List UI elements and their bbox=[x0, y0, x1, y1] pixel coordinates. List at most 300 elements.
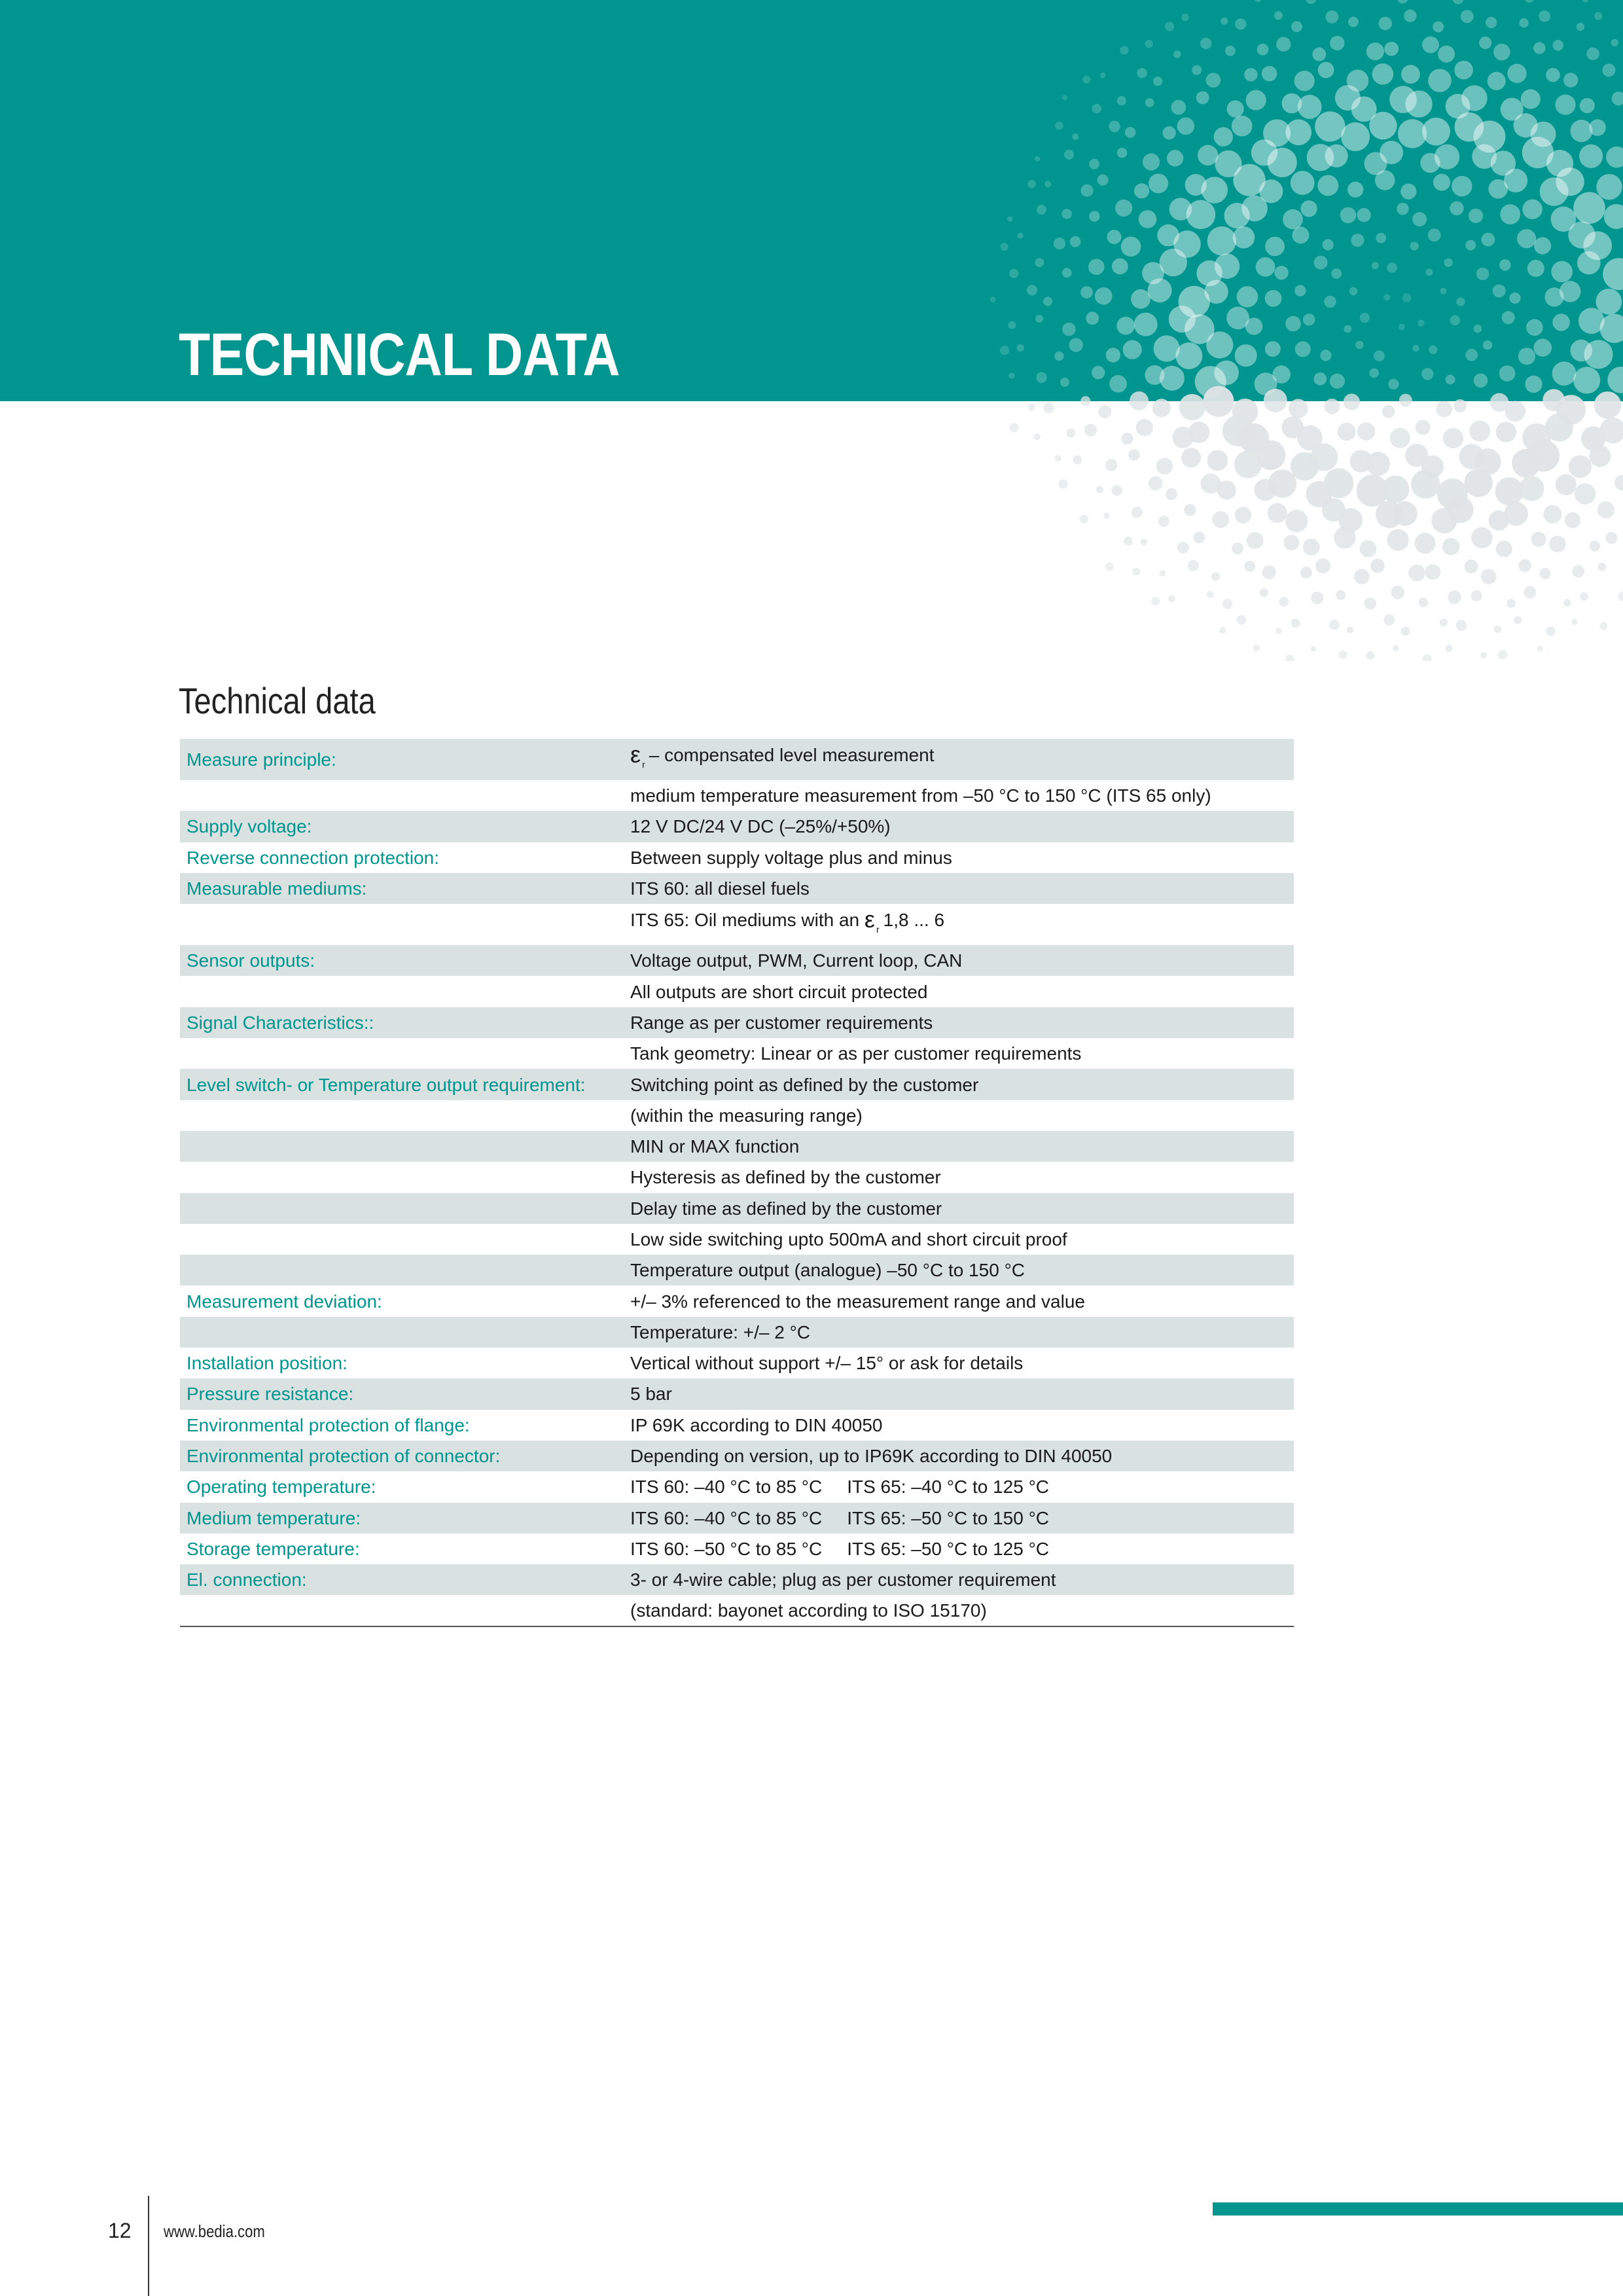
decor-dot bbox=[1493, 626, 1501, 634]
spec-label: Supply voltage: bbox=[180, 811, 625, 842]
spec-label: Measurable mediums: bbox=[180, 873, 625, 904]
decor-dot bbox=[1132, 507, 1143, 518]
decor-dot bbox=[1334, 527, 1355, 548]
decor-dot bbox=[1465, 469, 1493, 497]
table-row bbox=[180, 1007, 1294, 1038]
header-band bbox=[0, 0, 1623, 401]
spec-value-text: Tank geometry: Linear or as per customer requirements bbox=[630, 1043, 1082, 1064]
decor-dot bbox=[1518, 559, 1531, 572]
decor-dot bbox=[1067, 429, 1076, 438]
decor-dot bbox=[1597, 501, 1614, 518]
table-row bbox=[180, 1069, 1294, 1100]
spec-label: Measurement deviation: bbox=[187, 1291, 382, 1312]
spec-value-text: ITS 60: –40 °C to 85 °C bbox=[630, 1507, 823, 1528]
decor-dot bbox=[1141, 539, 1147, 545]
spec-label bbox=[180, 780, 625, 811]
decor-dot bbox=[1010, 423, 1019, 432]
decor-dot bbox=[1098, 405, 1111, 418]
decor-dot bbox=[1262, 565, 1276, 579]
decor-dot bbox=[1151, 597, 1160, 606]
spec-value bbox=[625, 1285, 1294, 1316]
spec-value-text: ITS 65: –50 °C to 150 °C bbox=[847, 1507, 1049, 1528]
decor-dot bbox=[1357, 422, 1375, 440]
decor-dot bbox=[1194, 531, 1205, 543]
decor-dot bbox=[1310, 444, 1338, 471]
decor-dot bbox=[1364, 598, 1377, 610]
decor-dot bbox=[1311, 592, 1323, 604]
spec-value bbox=[625, 1100, 1294, 1131]
spec-value bbox=[625, 739, 1294, 780]
decor-dot bbox=[1188, 422, 1210, 443]
decor-dot bbox=[1370, 559, 1385, 573]
spec-label bbox=[180, 1038, 625, 1069]
table-row bbox=[180, 1224, 1294, 1255]
decor-dot bbox=[1275, 628, 1282, 634]
decor-dot bbox=[1336, 590, 1346, 600]
decor-dot bbox=[1311, 646, 1317, 652]
decor-dot bbox=[1253, 645, 1260, 652]
decor-dot bbox=[1219, 627, 1226, 634]
decor-dot bbox=[1514, 616, 1522, 624]
footer-divider bbox=[148, 2196, 149, 2296]
decor-dot bbox=[1152, 399, 1171, 417]
spec-value-text: Vertical without support +/– 15° or ask for details bbox=[630, 1353, 1024, 1374]
spec-value bbox=[625, 1193, 1294, 1224]
decor-dot bbox=[1442, 538, 1459, 555]
decor-dot bbox=[1329, 620, 1340, 630]
decor-dot bbox=[1421, 456, 1444, 478]
decor-dot bbox=[1606, 532, 1618, 544]
decor-dot bbox=[1084, 424, 1097, 437]
decor-dot bbox=[1575, 484, 1596, 505]
spec-value bbox=[625, 1441, 1294, 1471]
decor-dot bbox=[1489, 511, 1509, 531]
spec-value bbox=[625, 1503, 1294, 1534]
decor-dot bbox=[1338, 508, 1363, 532]
decor-dot bbox=[1448, 590, 1461, 604]
decor-dot bbox=[1563, 599, 1571, 606]
decor-dot bbox=[1232, 399, 1258, 425]
decor-dot bbox=[1285, 655, 1294, 661]
table-row bbox=[180, 1534, 1294, 1564]
table-row bbox=[180, 1317, 1294, 1348]
decor-dot bbox=[1285, 510, 1308, 532]
decor-dot bbox=[1425, 564, 1441, 580]
table-row bbox=[180, 1038, 1294, 1069]
spec-value-text: Between supply voltage plus and minus bbox=[630, 847, 952, 868]
decor-dot bbox=[1234, 451, 1262, 478]
decor-dot bbox=[1222, 415, 1254, 446]
footer-accent-bar bbox=[1213, 2202, 1623, 2215]
decor-dot bbox=[1481, 569, 1497, 584]
spec-value bbox=[625, 976, 1294, 1007]
decor-dot bbox=[1387, 529, 1409, 550]
decor-dot bbox=[1112, 485, 1122, 495]
decor-dot bbox=[1354, 569, 1370, 584]
spec-value-text: Temperature: +/– 2 °C bbox=[630, 1321, 810, 1342]
decor-dot bbox=[1300, 567, 1312, 579]
decor-dot bbox=[1376, 501, 1403, 528]
decor-dot bbox=[1239, 423, 1269, 454]
decor-dot bbox=[1556, 474, 1577, 495]
table-row bbox=[180, 842, 1294, 873]
spec-value-text: Voltage output, PWM, Current loop, CAN bbox=[630, 950, 963, 971]
spec-label bbox=[180, 1224, 625, 1255]
spec-value bbox=[625, 1534, 1294, 1564]
decor-dot bbox=[1366, 452, 1390, 476]
decor-dot bbox=[1580, 592, 1588, 601]
decor-dot bbox=[1569, 456, 1592, 478]
decor-dot bbox=[1055, 455, 1061, 461]
spec-label bbox=[180, 1193, 625, 1224]
decor-dot bbox=[1436, 401, 1452, 418]
spec-value bbox=[625, 1595, 1294, 1626]
decor-dot bbox=[1211, 572, 1220, 581]
decor-dot bbox=[1244, 561, 1255, 572]
table-row bbox=[180, 1441, 1294, 1471]
spec-value bbox=[625, 873, 1294, 904]
table-row bbox=[180, 1348, 1294, 1378]
decor-dot bbox=[1416, 420, 1431, 435]
spec-value-text: MIN or MAX function bbox=[630, 1136, 800, 1157]
spec-value-text: +/– 3% referenced to the measurement range and value bbox=[630, 1291, 1085, 1312]
spec-value-text: All outputs are short circuit protected bbox=[630, 981, 928, 1002]
decor-dot bbox=[1614, 475, 1623, 491]
decor-dot bbox=[1507, 599, 1516, 608]
spec-value bbox=[625, 945, 1294, 976]
decor-dot bbox=[1291, 619, 1300, 628]
decor-dot bbox=[1247, 532, 1264, 549]
spec-value-text: 12 V DC/24 V DC (–25%/+50%) bbox=[630, 816, 891, 837]
table-row bbox=[180, 1471, 1294, 1502]
section-title: Technical data bbox=[179, 680, 376, 721]
table-row bbox=[180, 780, 1294, 811]
decor-dot bbox=[1172, 427, 1194, 448]
spec-value bbox=[625, 1348, 1294, 1378]
decor-dot bbox=[1128, 449, 1139, 460]
decor-dot bbox=[1437, 478, 1468, 509]
spec-label bbox=[180, 1100, 625, 1131]
spec-value-text: medium temperature measurement from –50 °C to 150 °C (ITS 65 only) bbox=[630, 785, 1211, 806]
spec-value-text: ITS 65: –50 °C to 125 °C bbox=[847, 1538, 1049, 1559]
spec-value-text: ITS 60: –50 °C to 85 °C bbox=[630, 1538, 823, 1559]
spec-value bbox=[625, 1131, 1294, 1162]
spec-label: Level switch- or Temperature output requirement: bbox=[180, 1069, 625, 1100]
spec-value-text: IP 69K according to DIN 40050 bbox=[630, 1414, 883, 1435]
decor-dot bbox=[1177, 542, 1189, 554]
spec-value bbox=[625, 1038, 1294, 1069]
table-row bbox=[180, 811, 1294, 842]
spec-value-text: ITS 65: –40 °C to 125 °C bbox=[847, 1477, 1049, 1498]
spec-value-text: Low side switching upto 500mA and short circuit proof bbox=[630, 1229, 1067, 1249]
epsilon-subscript: r bbox=[876, 924, 880, 935]
decor-dot bbox=[1423, 655, 1432, 661]
decor-dot bbox=[1028, 404, 1035, 411]
decor-dot bbox=[1303, 539, 1320, 556]
page-title: TECHNICAL DATA bbox=[179, 321, 620, 388]
table-row bbox=[180, 1100, 1294, 1131]
table-row bbox=[180, 1193, 1294, 1224]
spec-label: Signal Characteristics:: bbox=[180, 1007, 625, 1038]
decor-dot bbox=[1159, 570, 1166, 577]
decor-dot bbox=[1207, 450, 1228, 471]
table-row bbox=[180, 1595, 1294, 1626]
decor-dot bbox=[1590, 541, 1601, 552]
table-row bbox=[180, 904, 1294, 945]
decor-dot bbox=[1383, 615, 1395, 626]
table-row bbox=[180, 1162, 1294, 1193]
decor-dot bbox=[1222, 599, 1233, 609]
spec-label bbox=[180, 1162, 625, 1193]
decor-dot bbox=[1105, 459, 1118, 471]
decor-dot bbox=[1168, 595, 1175, 602]
spec-value bbox=[625, 780, 1294, 811]
spec-value bbox=[625, 1410, 1294, 1441]
decor-dot bbox=[1382, 405, 1395, 418]
decor-dot bbox=[1034, 433, 1041, 440]
decor-dot bbox=[1284, 535, 1300, 550]
spec-value bbox=[625, 1317, 1294, 1348]
spec-label: El. connection: bbox=[180, 1564, 625, 1595]
decor-dot bbox=[1415, 533, 1436, 554]
spec-value bbox=[625, 1378, 1294, 1409]
decor-dot bbox=[1495, 477, 1524, 505]
spec-label bbox=[180, 976, 625, 1007]
decor-dot bbox=[1357, 475, 1389, 507]
decor-dot bbox=[1201, 473, 1221, 493]
decor-dot bbox=[1096, 486, 1103, 493]
decor-dot bbox=[1366, 651, 1374, 660]
table-row bbox=[180, 873, 1294, 904]
decor-dot bbox=[1306, 481, 1332, 507]
decor-dot bbox=[1471, 527, 1493, 548]
spec-value-text: – compensated level measurement bbox=[649, 745, 935, 765]
decor-dot bbox=[1136, 419, 1153, 436]
spec-label: Sensor outputs: bbox=[180, 945, 625, 976]
decor-dot bbox=[1469, 421, 1490, 442]
spec-value-text: Temperature output (analogue) –50 °C to 150 °C bbox=[630, 1260, 1025, 1281]
spec-value-text: 5 bar bbox=[630, 1384, 672, 1405]
spec-value-text: ITS 60: all diesel fuels bbox=[630, 878, 810, 899]
table-row bbox=[180, 1378, 1294, 1409]
spec-value-text: Depending on version, up to IP69K according to DIN 40050 bbox=[630, 1446, 1113, 1467]
decor-dot bbox=[1496, 541, 1512, 557]
spec-label: Environmental protection of connector: bbox=[180, 1441, 625, 1471]
spec-value-text: Delay time as defined by the customer bbox=[630, 1198, 942, 1219]
decor-dot bbox=[1571, 619, 1577, 625]
spec-label: Operating temperature: bbox=[187, 1477, 376, 1498]
spec-value-text: Hysteresis as defined by the customer bbox=[630, 1167, 941, 1188]
decor-dot bbox=[1105, 562, 1114, 571]
decor-dot bbox=[1121, 433, 1133, 444]
decor-dot bbox=[1166, 488, 1177, 500]
decor-dot bbox=[1124, 537, 1133, 546]
decor-dot bbox=[1322, 498, 1346, 522]
decor-dot bbox=[1447, 497, 1473, 523]
spec-value bbox=[625, 1564, 1294, 1595]
table-row bbox=[180, 1285, 1294, 1316]
spec-value bbox=[625, 842, 1294, 873]
decor-dot bbox=[1543, 505, 1561, 524]
decor-dot bbox=[1512, 449, 1541, 478]
technical-data-table bbox=[180, 739, 1294, 1627]
decor-dot bbox=[1393, 501, 1417, 526]
decor-dot bbox=[1455, 620, 1467, 631]
spec-label bbox=[180, 1131, 625, 1162]
spec-value bbox=[625, 1007, 1294, 1038]
decor-dot bbox=[1597, 563, 1606, 571]
table-row bbox=[180, 1564, 1294, 1595]
decor-dot bbox=[1393, 645, 1399, 651]
decor-dot bbox=[1281, 416, 1304, 439]
decor-dot bbox=[1391, 586, 1404, 600]
decor-dot bbox=[1079, 514, 1088, 524]
decor-dot bbox=[1519, 476, 1544, 501]
decor-dot bbox=[1181, 448, 1201, 467]
table-row bbox=[180, 1131, 1294, 1162]
decor-dot bbox=[1537, 646, 1543, 652]
spec-value-text: Switching point as defined by the customer bbox=[630, 1074, 979, 1095]
decor-dot bbox=[1524, 586, 1536, 598]
decor-dot bbox=[1149, 476, 1163, 491]
decor-dot bbox=[1527, 440, 1560, 472]
decor-dot bbox=[1465, 560, 1478, 573]
decor-dot bbox=[1618, 592, 1623, 601]
spec-label: Installation position: bbox=[187, 1353, 348, 1374]
decor-dot bbox=[1419, 598, 1429, 607]
decor-dot bbox=[1549, 535, 1565, 552]
decor-dot bbox=[1207, 591, 1214, 598]
decor-dot bbox=[1315, 558, 1330, 573]
spec-value-text: ITS 60: –40 °C to 85 °C bbox=[630, 1477, 823, 1498]
decor-dot bbox=[1324, 468, 1354, 498]
spec-value-text: (within the measuring range) bbox=[630, 1105, 863, 1126]
spec-label bbox=[180, 1255, 625, 1285]
decor-dot bbox=[1581, 426, 1605, 450]
spec-value-text: 1,8 ... 6 bbox=[883, 910, 945, 931]
decor-dot bbox=[1156, 457, 1173, 475]
table-row bbox=[180, 1503, 1294, 1534]
spec-label: Environmental protection of flange: bbox=[187, 1414, 470, 1435]
decor-dot bbox=[1360, 540, 1377, 557]
table-row bbox=[180, 739, 1294, 780]
decor-dot bbox=[1454, 399, 1467, 412]
spec-value bbox=[625, 1471, 1294, 1502]
spec-value-text: Range as per customer requirements bbox=[630, 1012, 933, 1033]
decor-dot bbox=[1546, 626, 1556, 636]
spec-value bbox=[625, 1162, 1294, 1193]
decor-dot bbox=[1600, 622, 1608, 630]
table-row bbox=[180, 1410, 1294, 1441]
decor-dot bbox=[1545, 414, 1573, 442]
decor-dot bbox=[1297, 425, 1323, 451]
decor-dot bbox=[1459, 444, 1485, 469]
decor-dot bbox=[1431, 508, 1457, 533]
decor-dot bbox=[1471, 590, 1482, 601]
website-link[interactable]: www.bedia.com bbox=[164, 2221, 265, 2241]
spec-label: Storage temperature: bbox=[187, 1538, 360, 1559]
spec-value-text: (standard: bayonet according to ISO 15170) bbox=[630, 1600, 987, 1621]
spec-label bbox=[180, 904, 625, 945]
spec-label: Medium temperature: bbox=[180, 1503, 625, 1534]
decor-dot bbox=[1254, 479, 1276, 501]
epsilon-symbol: ε bbox=[864, 906, 875, 933]
decor-dot bbox=[1235, 507, 1251, 523]
decor-dot bbox=[1232, 543, 1243, 554]
decor-dot bbox=[1058, 479, 1067, 488]
epsilon-subscript: r bbox=[642, 759, 645, 770]
decor-dot bbox=[1390, 428, 1410, 448]
spec-label bbox=[180, 1317, 625, 1348]
spec-label bbox=[180, 1595, 625, 1626]
decor-dot bbox=[1411, 470, 1440, 499]
decor-dot bbox=[1572, 565, 1584, 577]
decor-dot bbox=[1279, 597, 1289, 607]
page-number: 12 bbox=[108, 2219, 132, 2242]
decor-dot bbox=[1043, 403, 1054, 413]
decor-dot bbox=[1498, 650, 1507, 659]
decor-dot bbox=[1289, 399, 1308, 418]
decor-dot bbox=[1474, 448, 1501, 475]
decor-dot bbox=[1440, 619, 1448, 626]
spec-label: Measure principle: bbox=[180, 739, 625, 780]
decor-dot bbox=[1496, 422, 1516, 442]
decor-dot bbox=[1565, 512, 1580, 528]
spec-value bbox=[625, 904, 1294, 945]
decor-dot bbox=[1073, 455, 1082, 464]
decor-dot bbox=[1589, 446, 1611, 467]
decor-dot bbox=[1401, 626, 1410, 636]
epsilon-symbol: ε bbox=[630, 741, 641, 768]
decor-dot bbox=[1480, 652, 1487, 658]
decor-dot bbox=[1256, 440, 1285, 470]
table-row bbox=[180, 945, 1294, 976]
decor-dot bbox=[1540, 568, 1551, 579]
decor-dot bbox=[1443, 428, 1463, 448]
decor-dot bbox=[1188, 560, 1199, 571]
decor-dot bbox=[1158, 516, 1169, 527]
spec-value bbox=[625, 1255, 1294, 1285]
decor-dot bbox=[1212, 511, 1229, 528]
spec-value-text: ITS 65: Oil mediums with an bbox=[630, 910, 860, 931]
table-row bbox=[180, 1255, 1294, 1285]
spec-label: Reverse connection protection: bbox=[187, 847, 439, 868]
table-row bbox=[180, 976, 1294, 1007]
decor-dot bbox=[1505, 502, 1528, 526]
spec-value bbox=[625, 811, 1294, 842]
spec-label: Pressure resistance: bbox=[180, 1378, 625, 1409]
decor-dot bbox=[1260, 588, 1268, 597]
decor-dot bbox=[1599, 418, 1623, 444]
decor-dot bbox=[1338, 651, 1347, 659]
decor-dot bbox=[1338, 423, 1356, 441]
decor-dot bbox=[1408, 565, 1425, 581]
decor-dot bbox=[1132, 568, 1140, 576]
decor-dot bbox=[1268, 469, 1296, 497]
decor-dot bbox=[1103, 512, 1110, 519]
decor-dot bbox=[1237, 615, 1247, 625]
decor-dot bbox=[1350, 450, 1372, 472]
spec-value bbox=[625, 1224, 1294, 1255]
decor-dot bbox=[1531, 532, 1546, 547]
decor-dot bbox=[1217, 480, 1236, 499]
decor-dot bbox=[1268, 503, 1287, 523]
decor-dot bbox=[1445, 645, 1452, 652]
decor-dot bbox=[1184, 504, 1196, 516]
decor-dot bbox=[1382, 476, 1409, 503]
decor-dot bbox=[1347, 626, 1354, 634]
decor-dot bbox=[1291, 452, 1319, 480]
